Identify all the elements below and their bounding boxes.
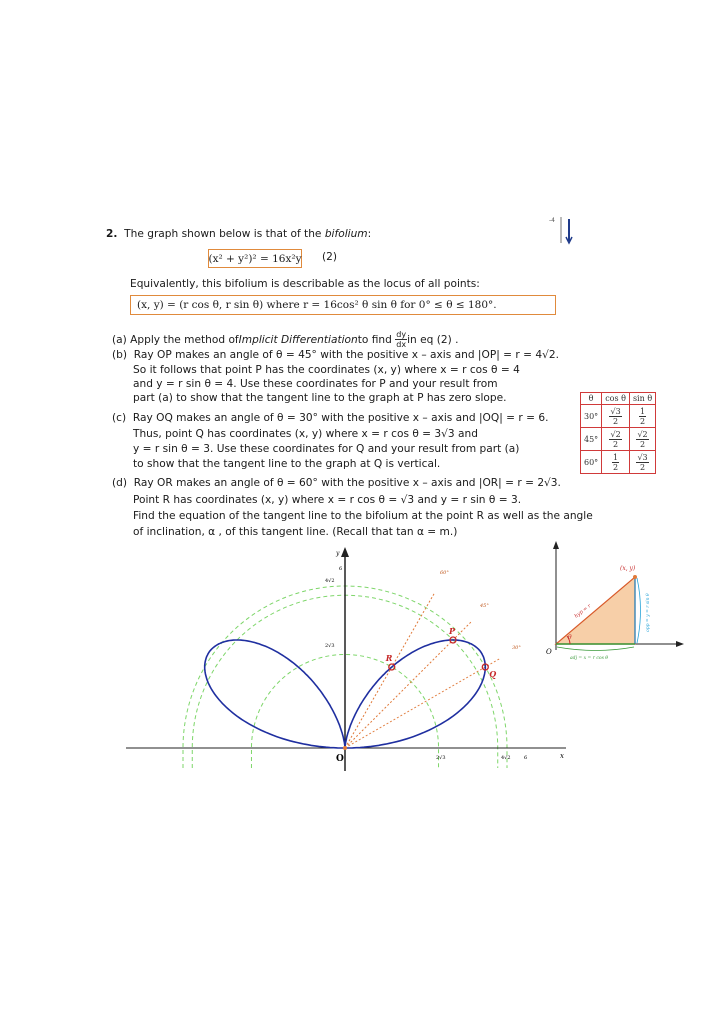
ray-45-label: 45°	[480, 603, 489, 609]
part-c-label: (c)	[112, 412, 127, 424]
problem-number: 2.	[106, 228, 118, 240]
cos-num: √3	[610, 406, 621, 416]
frac-den: dx	[396, 340, 407, 349]
rays	[345, 594, 499, 748]
cos-num: √2	[610, 429, 621, 439]
x-tick-6: 6	[524, 755, 528, 761]
adj-brace	[557, 647, 634, 651]
cursor-arrow-icon	[555, 215, 579, 247]
y-tick-6: 6	[339, 566, 343, 572]
tri-y-arrow-icon	[553, 541, 559, 549]
x-axis-label: x	[560, 752, 564, 760]
cos-cell	[602, 428, 630, 451]
part-d-label: (d)	[112, 477, 127, 489]
part-c-line4: to show that the tangent line to the graph at Q is vertical.	[133, 458, 441, 470]
dy-dx-fraction	[395, 330, 407, 349]
sin-den: 2	[640, 439, 646, 449]
ray-30-label: 30°	[512, 645, 521, 651]
x-tick-4r2: 4√2	[501, 755, 511, 761]
sin-num: 1	[640, 406, 646, 416]
tri-adj-label: adj = x = r cos θ	[570, 656, 609, 660]
problem-heading	[106, 228, 371, 240]
tri-x-arrow-icon	[676, 641, 684, 647]
bifolium-graph	[120, 545, 570, 775]
sin-num: √3	[637, 452, 648, 462]
cos-cell	[602, 451, 630, 474]
y-tick-2r3: 2√3	[325, 643, 335, 649]
sin-den: 2	[640, 416, 646, 426]
part-a-label: (a)	[112, 333, 127, 346]
part-a-emphasis: Implicit Differentiation	[238, 333, 358, 346]
x-tick-2r3: 2√3	[436, 755, 446, 761]
header-cos: cos θ	[602, 393, 630, 405]
cos-den: 2	[613, 439, 619, 449]
cos-cell	[602, 405, 630, 428]
point-label: Q	[489, 669, 497, 679]
y-axis-label: y	[336, 550, 340, 557]
part-a-text2: to find	[357, 333, 392, 346]
part-b-line3: and y = r sin θ = 4. Use these coordinates for P and your result from	[133, 378, 498, 390]
tri-point-label: (x, y)	[620, 565, 636, 572]
part-d-line3: Find the equation of the tangent line to the bifolium at the point R as well as the angle	[133, 510, 593, 522]
part-a	[112, 330, 458, 349]
header-sin: sin θ	[629, 393, 655, 405]
part-d-line4: of inclination, α , of this tangent line. (Recall that tan α = m.)	[133, 526, 458, 538]
triangle-vertex	[633, 575, 637, 579]
row-angle: 30°	[581, 405, 602, 428]
ray-60-label: 60°	[440, 570, 449, 576]
row-angle: 60°	[581, 451, 602, 474]
part-a-text3: in eq (2) .	[407, 333, 459, 346]
part-b-text1: Ray OP makes an angle of θ = 45° with the positive x – axis and |OP| = r = 4√2.	[133, 349, 559, 361]
point-label: R	[385, 653, 393, 663]
tri-hyp-label: hyp = r	[573, 603, 593, 620]
part-b-label: (b)	[112, 349, 127, 361]
table-row	[581, 405, 656, 428]
bifolium-equation: (x² + y²)² = 16x²y	[208, 252, 302, 265]
locus-box	[130, 295, 556, 315]
ray-45	[345, 622, 471, 748]
page-marker-label: -4	[549, 217, 555, 224]
problem-intro: The graph shown below is that of the	[124, 228, 325, 240]
opp-brace	[637, 578, 641, 643]
part-b-line4: part (a) to show that the tangent line to the graph at P has zero slope.	[133, 392, 507, 404]
sin-cell	[629, 428, 655, 451]
part-b-line1	[112, 349, 559, 361]
sin-cell	[629, 451, 655, 474]
equation-tag: (2)	[322, 251, 338, 263]
origin-dot	[343, 746, 347, 750]
part-c-text1: Ray OQ makes an angle of θ = 30° with the positive x – axis and |OQ| = r = 6.	[132, 412, 549, 424]
cos-den: 2	[613, 462, 619, 472]
trig-table	[580, 392, 656, 474]
origin-label: O	[336, 754, 344, 764]
part-a-text1: Apply the method of	[130, 333, 239, 346]
table-row	[581, 428, 656, 451]
frac-num: dy	[396, 330, 407, 339]
sin-den: 2	[640, 462, 646, 472]
heading-colon: :	[367, 228, 372, 240]
part-c-line2: Thus, point Q has coordinates (x, y) where x = r cos θ = 3√3 and	[133, 428, 478, 440]
part-d-line1	[112, 477, 561, 489]
ray-30	[345, 659, 499, 748]
table-row	[581, 451, 656, 474]
tri-angle-label: θ	[568, 634, 572, 641]
trig-table-header	[581, 393, 656, 405]
cos-num: 1	[613, 452, 619, 462]
triangle-diagram	[540, 540, 690, 660]
part-d-text1: Ray OR makes an angle of θ = 60° with the positive x – axis and |OR| = r = 2√3.	[133, 477, 561, 489]
part-c-line3: y = r sin θ = 3. Use these coordinates for Q and your result from part (a)	[133, 443, 520, 455]
sin-cell	[629, 405, 655, 428]
equivalently-text: Equivalently, this bifolium is describable as the locus of all points:	[130, 278, 480, 290]
ray-60	[345, 594, 434, 748]
y-axis-arrow-icon	[341, 547, 349, 557]
sin-num: √2	[637, 429, 648, 439]
y-tick-4r2: 4√2	[325, 578, 335, 584]
point-label: P	[449, 626, 456, 636]
bifolium-name: bifolium	[324, 228, 368, 240]
row-angle: 45°	[581, 428, 602, 451]
header-theta: θ	[581, 393, 602, 405]
part-b-line2: So it follows that point P has the coordinates (x, y) where x = r cos θ = 4	[133, 364, 520, 376]
tri-origin-label: O	[546, 648, 552, 656]
part-d-line2: Point R has coordinates (x, y) where x = r cos θ = √3 and y = r sin θ = 3.	[133, 494, 522, 506]
cos-den: 2	[613, 416, 619, 426]
equation-box	[208, 249, 302, 268]
part-c-line1	[112, 412, 548, 424]
tri-opp-label: opp = y = r sin θ	[646, 593, 651, 632]
locus-equation: (x, y) = (r cos θ, r sin θ) where r = 16cos² θ sin θ for 0° ≤ θ ≤ 180°.	[137, 299, 497, 311]
